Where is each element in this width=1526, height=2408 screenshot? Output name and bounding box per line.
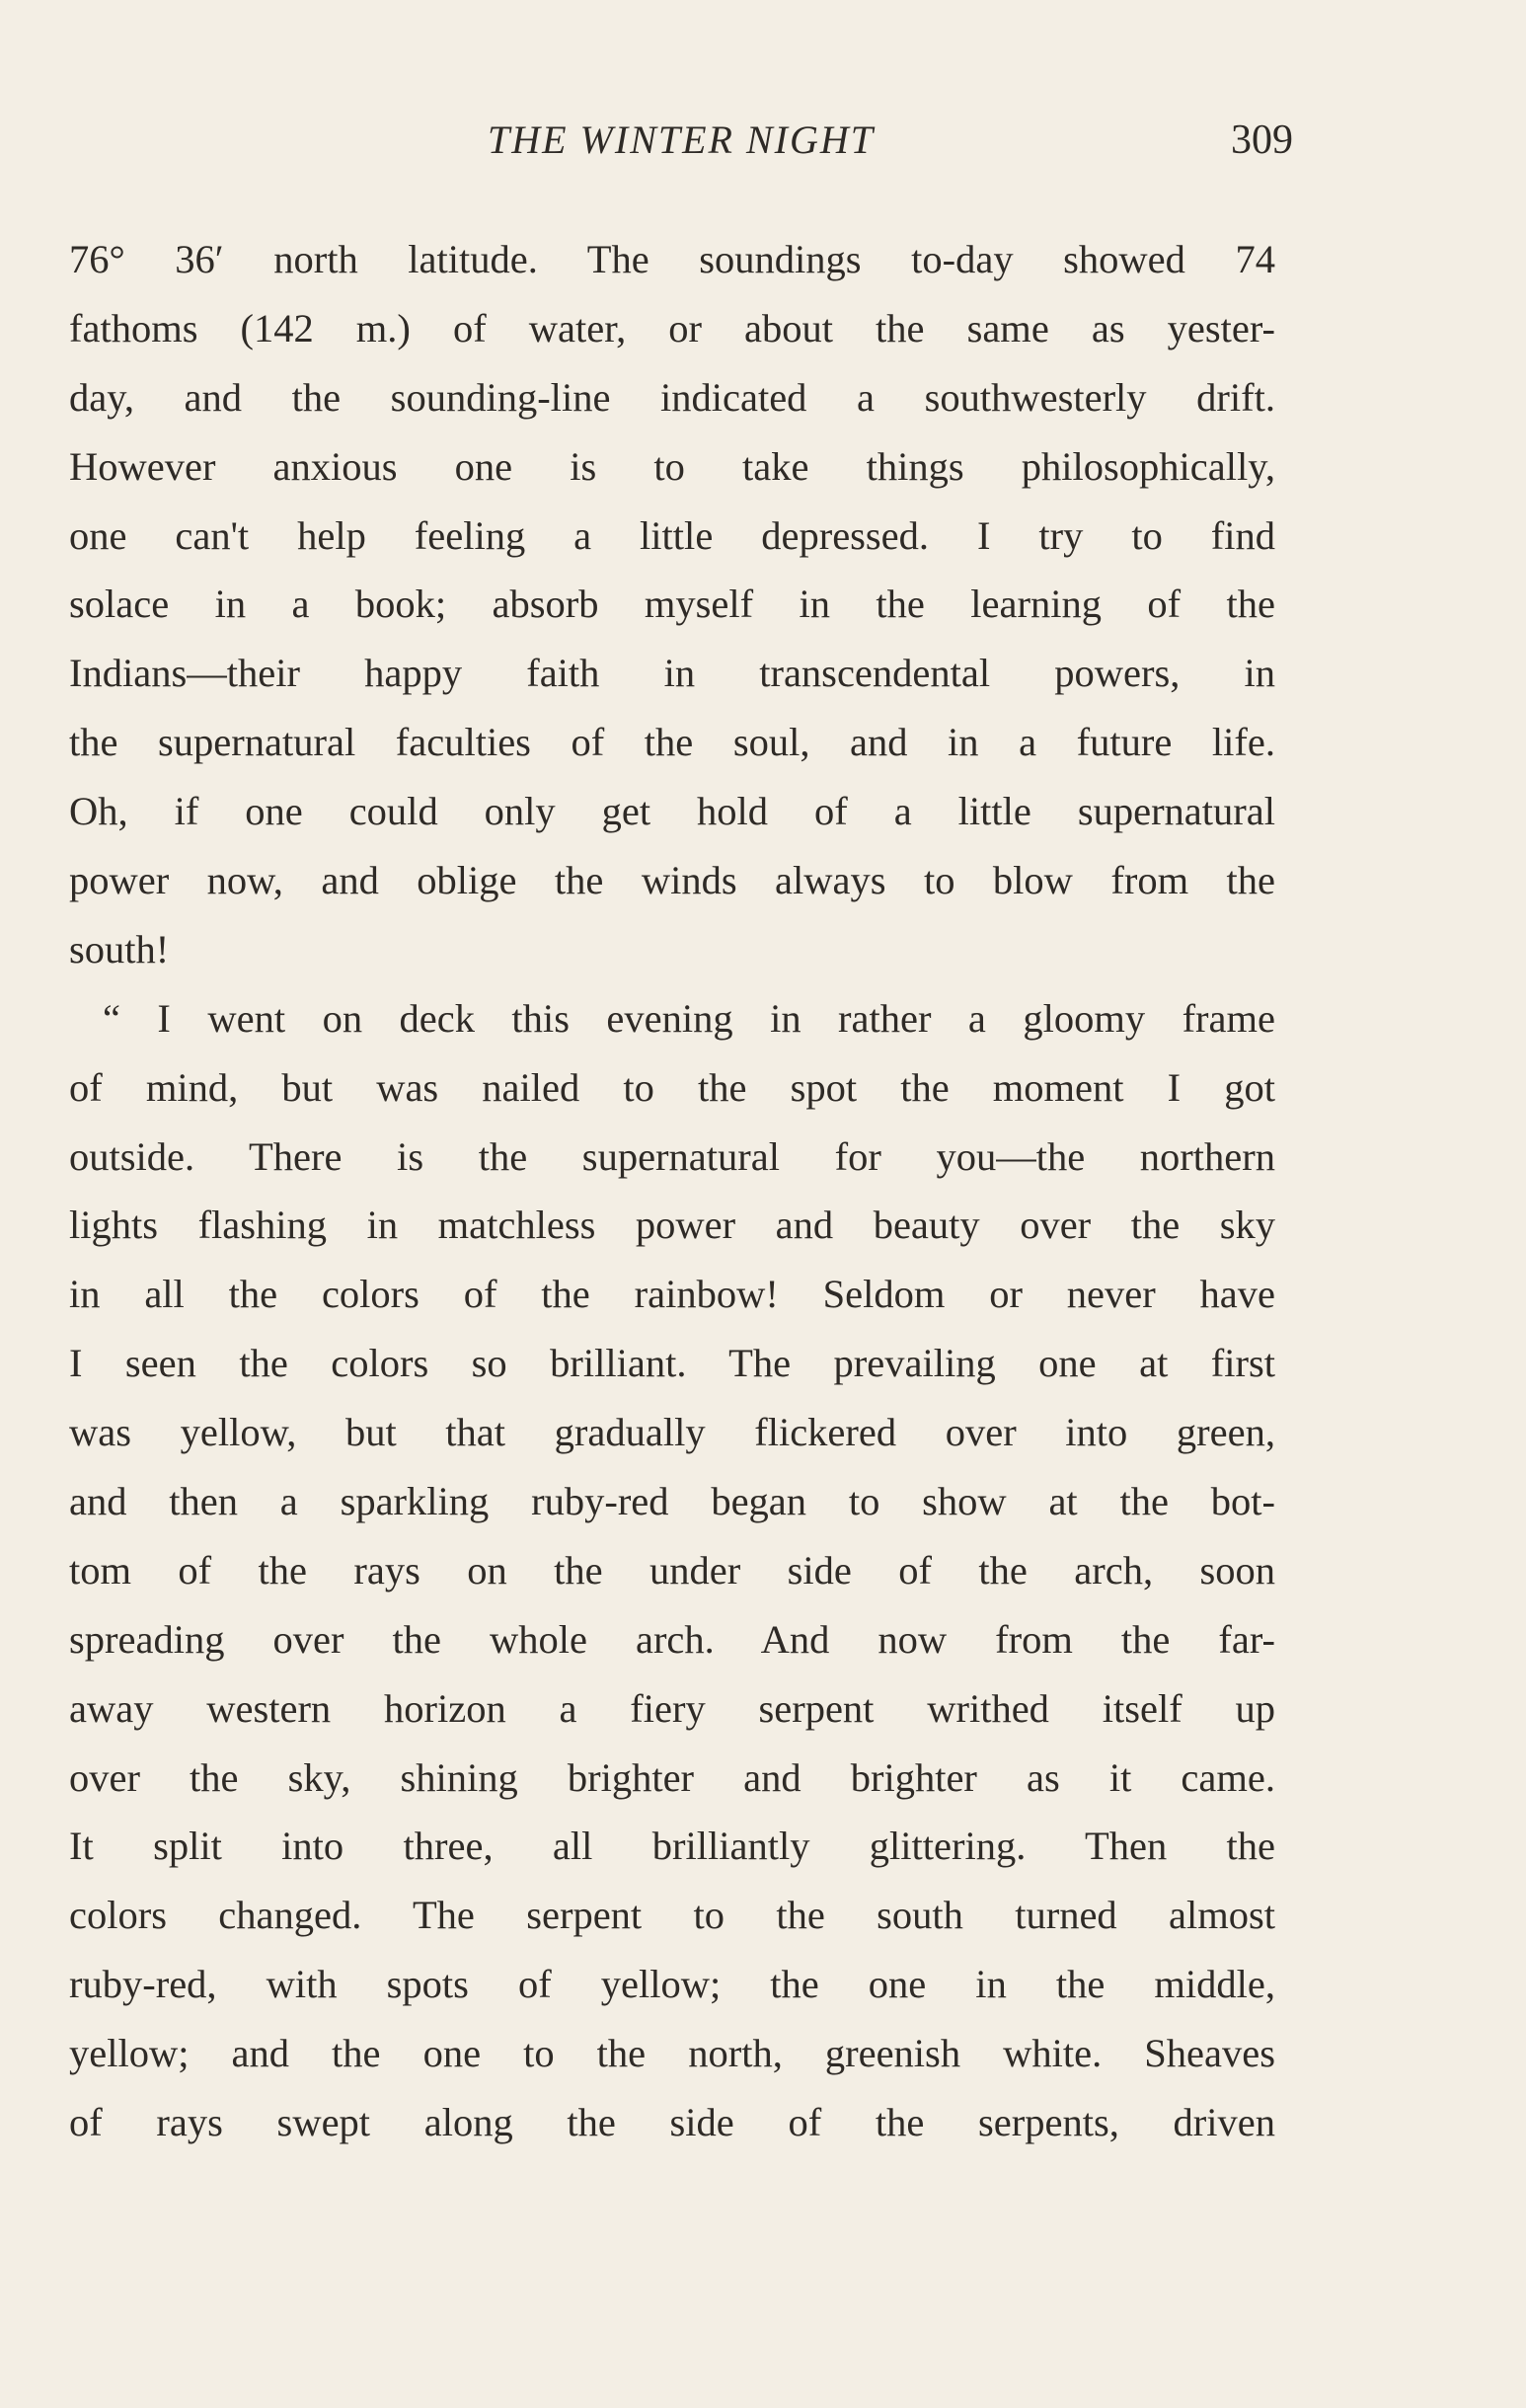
text-line: in all the colors of the rainbow! Seldom or never have [69, 1272, 1275, 1317]
text-line: Indians—their happy faith in transcendental powers, in [69, 651, 1275, 696]
text-line: yellow; and the one to the north, greenish white. Sheaves [69, 2031, 1275, 2076]
text-line: spreading over the whole arch. And now from the far- [69, 1616, 1275, 1662]
text-line: However anxious one is to take things philosophically, [69, 443, 1275, 489]
text-line: solace in a book; absorb myself in the learning of the [69, 582, 1275, 627]
text-line: I seen the colors so brilliant. The prevailing one at first [69, 1341, 1275, 1386]
body-text [69, 225, 1275, 2157]
page-number: 309 [1231, 117, 1293, 163]
text-line: ruby-red, with spots of yellow; the one in the middle, [69, 1962, 1275, 2007]
running-head: THE WINTER NIGHT [487, 117, 876, 162]
text-line: colors changed. The serpent to the south turned almost [69, 1893, 1275, 1938]
page-header [69, 111, 1293, 170]
text-line: was yellow, but that gradually flickered over into green, [69, 1410, 1275, 1455]
text-line: tom of the rays on the under side of the arch, soon [69, 1547, 1275, 1592]
text-line: Oh, if one could only get hold of a little supernatural [69, 789, 1275, 834]
text-line: lights flashing in matchless power and beauty over the sky [69, 1203, 1275, 1248]
text-line: over the sky, shining brighter and brighter as it came. [69, 1754, 1275, 1800]
text-line: of rays swept along the side of the serpents, driven [69, 2100, 1275, 2145]
text-line: “ I went on deck this evening in rather a gloomy frame [103, 995, 1275, 1041]
text-line: 76° 36′ north latitude. The soundings to-day showed 74 [69, 237, 1275, 281]
text-line: south! [69, 926, 170, 971]
text-line: fathoms (142 m.) of water, or about the same as yester- [69, 305, 1275, 350]
text-line: and then a sparkling ruby-red began to show at the bot- [69, 1479, 1275, 1524]
text-line: away western horizon a fiery serpent writhed itself up [69, 1685, 1275, 1731]
text-line: day, and the sounding-line indicated a southwesterly drift. [69, 374, 1275, 420]
text-line: one can't help feeling a little depressed. I try to find [69, 512, 1275, 558]
text-line: outside. There is the supernatural for you—the northern [69, 1133, 1275, 1179]
text-line: power now, and oblige the winds always to blow from the [69, 858, 1275, 903]
text-line: of mind, but was nailed to the spot the moment I got [69, 1064, 1275, 1110]
text-line: It split into three, all brilliantly glittering. Then the [69, 1824, 1275, 1869]
text-line: the supernatural faculties of the soul, and in a future life. [69, 720, 1275, 765]
